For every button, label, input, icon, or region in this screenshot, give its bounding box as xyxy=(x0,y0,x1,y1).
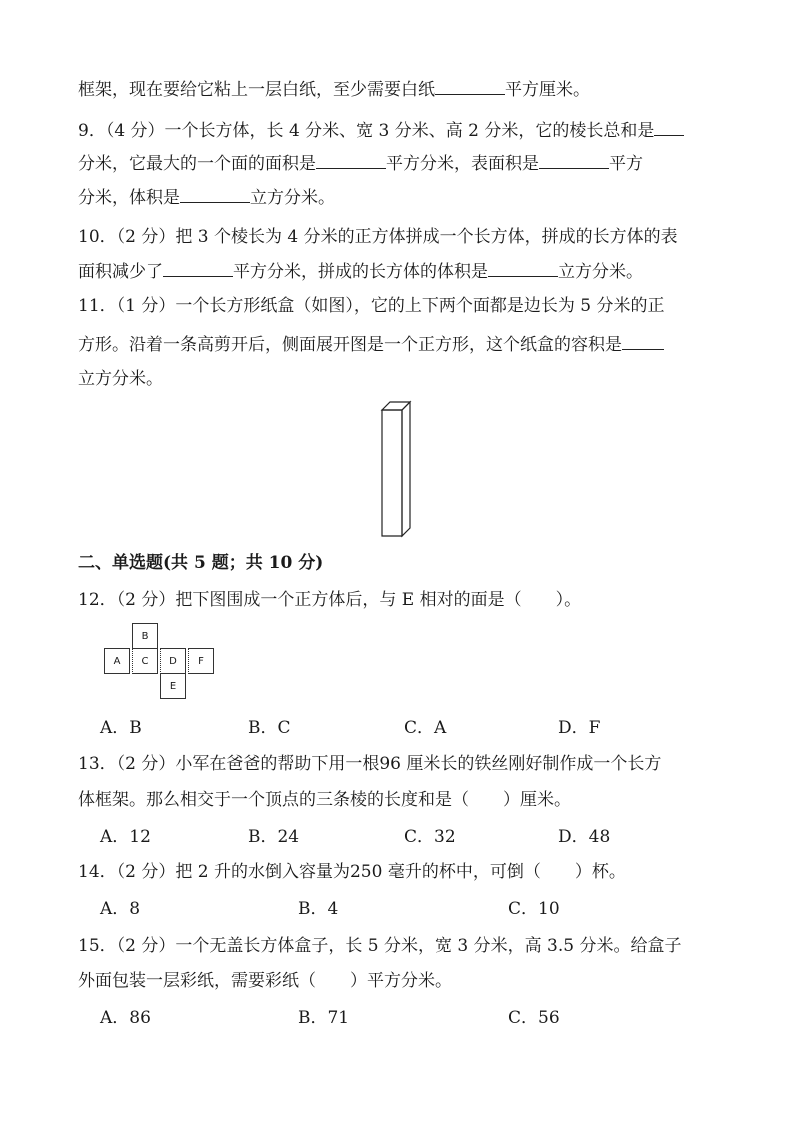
answer-blank[interactable] xyxy=(316,150,386,169)
answer-blank[interactable] xyxy=(539,150,609,169)
net-face-a: A xyxy=(104,648,130,674)
q12-option-b[interactable]: B．C xyxy=(248,718,291,738)
q15-option-a[interactable]: A．86 xyxy=(100,1008,151,1028)
question-13-line-2: 体框架。那么相交于一个顶点的三条棱的长度和是（ ）厘米。 xyxy=(78,790,571,810)
q13-option-b[interactable]: B．24 xyxy=(248,827,300,847)
tall-box-figure xyxy=(378,398,412,540)
question-9-line-1: 9．（4 分）一个长方体，长 4 分米、宽 3 分米、高 2 分米，它的棱长总和是 xyxy=(78,117,684,143)
q14-option-b[interactable]: B．4 xyxy=(298,899,339,919)
question-14: 14．（2 分）把 2 升的水倒入容量为250 毫升的杯中，可倒（ ）杯。 xyxy=(78,862,626,882)
cube-net-figure xyxy=(104,623,216,703)
q14-option-c[interactable]: C．10 xyxy=(508,899,560,919)
answer-blank[interactable] xyxy=(488,258,558,277)
question-8-continued: 框架，现在要给它粘上一层白纸，至少需要白纸 平方厘米。 xyxy=(78,76,590,102)
q12-option-d[interactable]: D．F xyxy=(558,718,601,738)
question-11-line-1: 11．（1 分）一个长方形纸盒（如图），它的上下两个面都是边长为 5 分米的正 xyxy=(78,296,665,316)
question-15-line-2: 外面包装一层彩纸，需要彩纸（ ）平方分米。 xyxy=(78,971,452,991)
question-9-line-2: 分米，它最大的一个面的面积是 平方分米，表面积是 平方 xyxy=(78,150,643,176)
q15-option-b[interactable]: B．71 xyxy=(298,1008,350,1028)
question-10-line-1: 10．（2 分）把 3 个棱长为 4 分米的正方体拼成一个长方体，拼成的长方体的表 xyxy=(78,227,678,247)
q12-option-c[interactable]: C．A xyxy=(404,718,447,738)
net-face-d: D xyxy=(160,648,186,674)
question-13-line-1: 13．（2 分）小军在爸爸的帮助下用一根96 厘米长的铁丝刚好制作成一个长方 xyxy=(78,754,662,774)
question-11-line-2: 方形。沿着一条高剪开后，侧面展开图是一个正方形，这个纸盒的容积是 xyxy=(78,331,664,357)
section-title-single-choice: 二、单选题(共 5 题；共 10 分) xyxy=(78,553,324,573)
question-9-line-3: 分米，体积是 立方分米。 xyxy=(78,184,335,210)
question-11-line-3: 立方分米。 xyxy=(78,369,163,389)
question-15-line-1: 15．（2 分）一个无盖长方体盒子，长 5 分米，宽 3 分米，高 3.5 分米。给盒子 xyxy=(78,936,682,956)
net-face-c: C xyxy=(132,648,158,674)
answer-blank[interactable] xyxy=(622,331,664,350)
q15-option-c[interactable]: C．56 xyxy=(508,1008,560,1028)
answer-blank[interactable] xyxy=(654,117,684,136)
net-face-b: B xyxy=(132,623,158,649)
answer-blank[interactable] xyxy=(180,184,250,203)
question-10-line-2: 面积减少了 平方分米，拼成的长方体的体积是 立方分米。 xyxy=(78,258,643,284)
answer-blank[interactable] xyxy=(435,76,505,95)
answer-blank[interactable] xyxy=(163,258,233,277)
net-face-e: E xyxy=(160,673,186,699)
net-face-f: F xyxy=(188,648,214,674)
q12-option-a[interactable]: A．B xyxy=(100,718,142,738)
q13-option-d[interactable]: D．48 xyxy=(558,827,611,847)
q13-option-a[interactable]: A．12 xyxy=(100,827,151,847)
question-12: 12．（2 分）把下图围成一个正方体后，与 E 相对的面是（ ）。 xyxy=(78,590,582,610)
q13-option-c[interactable]: C．32 xyxy=(404,827,456,847)
q14-option-a[interactable]: A．8 xyxy=(100,899,141,919)
